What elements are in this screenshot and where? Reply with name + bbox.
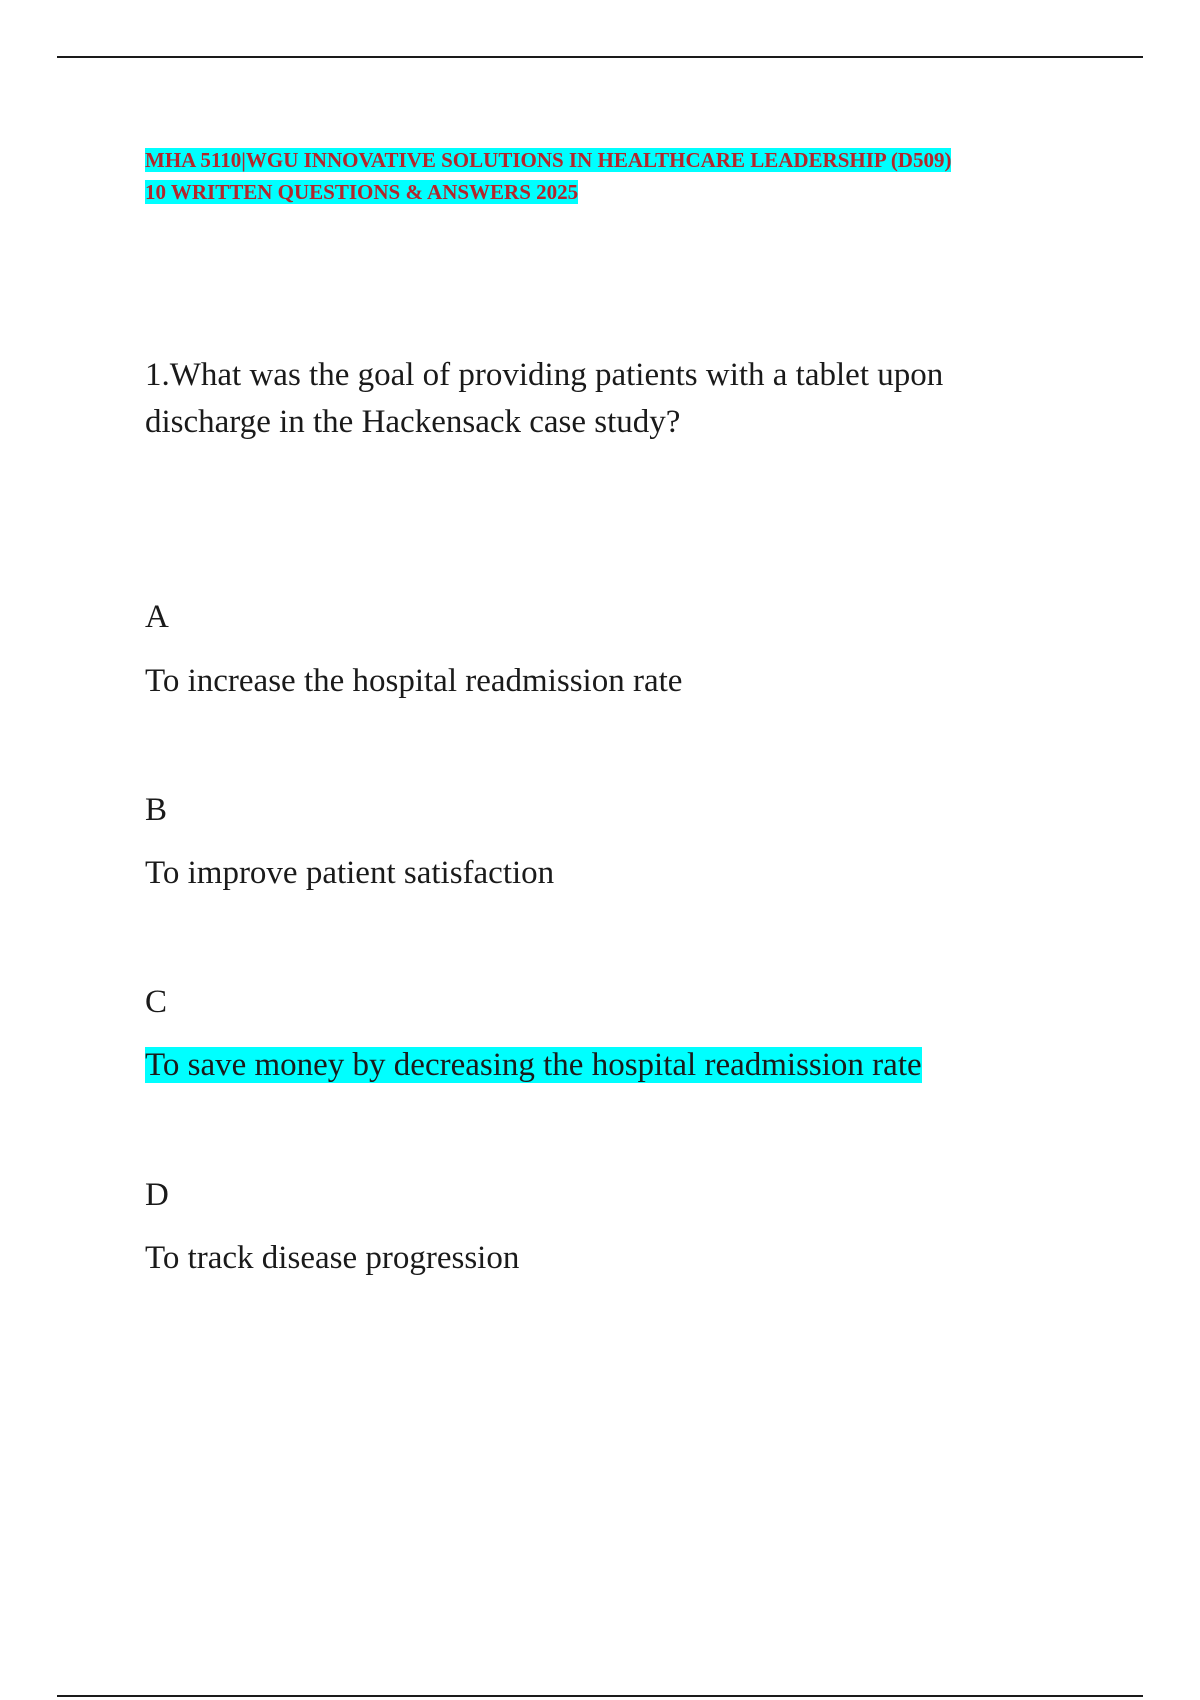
option-c-text-highlight: To save money by decreasing the hospital readmission rate [145, 1047, 922, 1083]
question-text-line2: discharge in the Hackensack case study? [145, 404, 681, 440]
bottom-rule [57, 1695, 1143, 1697]
option-a-letter: A [145, 599, 169, 635]
option-d-text [145, 1238, 519, 1278]
option-b-text-span: To improve patient satisfaction [145, 855, 555, 891]
document-title [145, 144, 1105, 208]
question-text-line1: 1.What was the goal of providing patients with a tablet upon [145, 357, 944, 393]
option-c-letter: C [145, 984, 168, 1020]
question-text [145, 352, 1045, 446]
option-b-letter: B [145, 792, 168, 828]
option-a-text [145, 661, 682, 701]
option-a-text-span: To increase the hospital readmission rate [145, 663, 683, 699]
option-d-text-span: To track disease progression [145, 1240, 520, 1276]
top-rule [57, 56, 1143, 58]
document-title-line1: MHA 5110|WGU INNOVATIVE SOLUTIONS IN HEALTHCARE LEADERSHIP (D509) [145, 148, 952, 172]
document-title-line2: 10 WRITTEN QUESTIONS & ANSWERS 2025 [145, 180, 579, 204]
option-c-text [145, 1045, 922, 1085]
option-b-text [145, 853, 554, 893]
option-d-letter: D [145, 1177, 169, 1213]
